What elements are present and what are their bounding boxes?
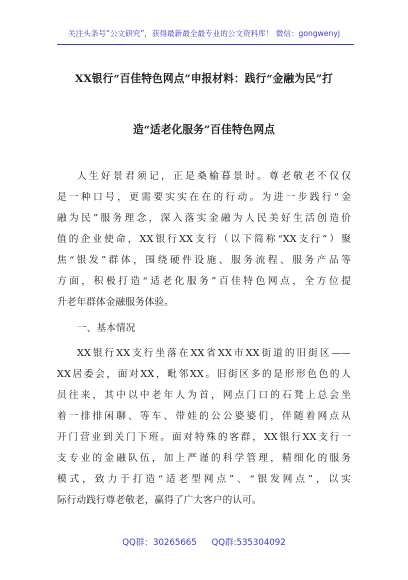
header-divider [57,44,354,45]
paragraph-line: 模式，致力于打造“适老型网点”、“银发网点”，以实 [57,474,351,485]
paragraph-line: 融为民”服务理念，深入落实金融为人民美好生活创造价 [57,213,351,224]
paragraph-line: 焦“银发”群体，围绕硬件设施、服务流程、服务产品等 [57,255,351,266]
footer-contacts [0,536,408,548]
paragraph-line: 际行动践行尊老敬老，赢得了广大客户的认可。 [57,495,262,506]
paragraph-line: 支专业的金融队伍，加上严谨的科学管理，精细化的服务 [57,453,351,464]
paragraph-line: 方面，积极打造“适老化服务”百佳特色网点，全方位提 [57,276,351,287]
paragraph-line: 值的企业使命，XX银行XX支行（以下简称“XX支行”）聚 [57,234,351,245]
paragraph-line: 是一种口号，更需要实实在在的行动。为进一步践行“金 [57,192,351,203]
section-heading: 一、基本情况 [77,323,136,334]
paragraph-line: 开门营业到关门下班。面对特殊的客群，XX银行XX支行一 [57,432,351,443]
document-title-line-1: XX银行“百佳特色网点”申报材料：践行“金融为民”打 [75,73,333,85]
paragraph-line: 人生好景君须记，正是桑榆暮景时。尊老敬老不仅仅 [77,171,351,182]
footer-qq-group-1: QQ群：30265665 [122,538,197,548]
document-title-line-2: 造“适老化服务”百佳特色网点 [132,124,276,136]
paragraph-line: 升老年群体金融服务体验。 [57,297,174,308]
header-promo-note: 关注头条号“公文研究”，获得最新最全最专业的公文资料库！ 微信：gongwenyj [68,29,340,38]
footer-qq-group-2: QQ群:535304092 [211,538,286,548]
paragraph-line: 着一排排闲聊、等车、带娃的公公婆婆们，伴随着网点从 [57,411,351,422]
paragraph-line: XX银行XX支行坐落在XX省XX市XX街道的旧街区—— [77,348,351,359]
paragraph-line: XX居委会，面对XX，毗邻XX。旧街区多的是形形色色的人 [57,369,351,380]
paragraph-line: 员往来，其中以中老年人为首，网点门口的石凳上总会坐 [57,390,351,401]
